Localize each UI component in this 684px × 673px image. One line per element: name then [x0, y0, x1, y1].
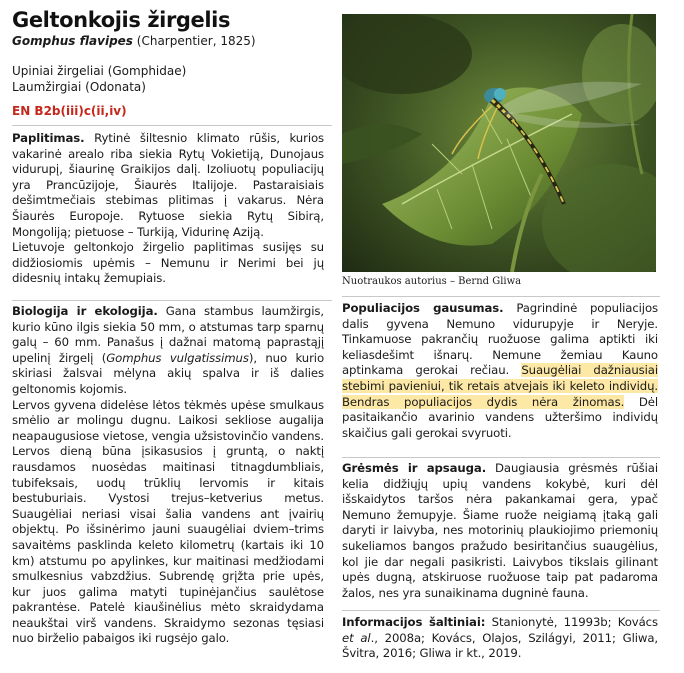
distribution-text-lithuania: Lietuvoje geltonkojo žirgelio paplitimas susijęs su didžiosiomis upėmis – Nemunu ir Nerimi bei jų didesnių intakų žemupiais. — [12, 240, 324, 286]
divider — [342, 610, 660, 611]
population-highlight: Suaugėliai dažniausiai stebimi pavieniui, tik retais atvejais iki keleto individų. Bendras populiacijos dydis nėra žinomas. — [342, 363, 658, 409]
divider — [342, 296, 660, 297]
dragonfly-photo — [342, 14, 656, 272]
distribution-text: Rytinė šiltesnio klimato rūšis, kurios vakarinė arealo riba siekia Rytų Vokietiją, Dunojaus vidurupį, šiaurinę Graikijos dalį. Izoliuotų populiacijų yra Prancūzijoje, Šiaurės Italijoje. Pastaraisiais dešimtmečiais stebimas plitimas į vakarus. Nėra Šiaurės Europoje. Rytuose siekia Rytų Sibirą, Mongoliją; pietuose – Turkiją, Vidurinę Aziją. — [12, 131, 325, 239]
sources-text-b: ., 2008a; Kovács, Olajos, Szilágyi, 2011; Gliwa, Švitra, 2016; Gliwa ir kt., 2019. — [342, 630, 658, 661]
divider — [342, 457, 660, 458]
species-title: Geltonkojis žirgelis — [12, 8, 231, 32]
biology-species-name: Gomphus vulgatissimus — [106, 350, 249, 365]
population-text-a: Pagrindinė populiacijos dalis gyvena Nemuno vidurupyje ir Neryje. Tinkamuose pakrančių ruožuose galima aptikti iki keliasdešimt išnarų. Nemune žemiau Kauno aptinkama gerokai rečiau. — [342, 301, 658, 378]
population-label: Populiacijos gausumas. — [342, 301, 504, 315]
sources-section — [342, 615, 658, 662]
order-name: Laumžirgiai (Odonata) — [12, 80, 146, 94]
divider — [12, 300, 332, 301]
distribution-label: Paplitimas. — [12, 131, 85, 145]
threats-label: Grėsmės ir apsauga. — [342, 461, 487, 475]
biology-text-b: ), nuo kurio skiriasi žalsvai mėlyna akių spalva ir iš dalies geltonomis kojomis. — [12, 350, 324, 396]
threats-text: Daugiausia grėsmės rūšiai kelia didžiųjų upių vandens kokybė, kuri dėl išskaidytos taršos nėra pakankamai gera, ypač Nemuno žemupyje. Šiame ruože neigiamą įtaką gali daryti ir laivyba, nes motorinių plaukiojimo priemonių sukeliamos bangos pražudo besiritančius suaugėlius, kol jie dar negali pasikristi. Laivybos tikslais gilinant upės dugną, atskiruose ruožuose taip pat padaroma žalos, nes yra sunaikinama dugninė fauna. — [342, 461, 658, 600]
biology-section — [12, 304, 324, 647]
population-text-b: Dėl pasitaikančio avarinio vandens užteršimo individų skaičius gali gerokai svyruoti. — [342, 394, 658, 440]
biology-text-a: Gana stambus laumžirgis, kurio kūno ilgis siekia 50 mm, o atstumas tarp sparnų galų – 60 mm. Panašus į dažnai matomą paprastąjį upelinį žirgelį ( — [12, 304, 324, 365]
family-name: Upiniai žirgeliai (Gomphidae) — [12, 64, 187, 78]
dragonfly-photo-illustration — [342, 14, 656, 272]
sources-label: Informacijos šaltiniai: — [342, 615, 486, 629]
biology-label: Biologija ir ekologija. — [12, 304, 158, 318]
photo-caption: Nuotraukos autorius – Bernd Gliwa — [342, 276, 522, 287]
scientific-name: Gomphus flavipes — [12, 34, 133, 48]
biology-larvae-text: Lervos gyvena didelėse lėtos tėkmės upėse smulkaus smėlio ar molingu dugnu. Laikosi sekliose augalija neapaugusiose vietose, vengia užsistovinčio vandens. Lervos dieną būna įsikasusios į gruntą, o naktį rausdamos nuosėdas maitinasi titnagdumbliais, tubifeksais, uodų trūklių lervomis ir kitais bestuburiais. Vystosi trejus–ketverius metus. Suaugėliai neriasi visai šalia vandens ant įvairių objektų. Po išsinėrimo jauni suaugėliai dviem–trims savaitėms pasklinda keleto kilometrų (kartais iki 10 km) atstumu po apylinkes, kur maitinasi medžiodami smulkesnius vabzdžius. Subrendę grįžta prie upės, kur juos galima matyti tupinėjančius saulėtose pakrantėse. Patelė kiaušinėlius mėto skraidydama neaukštai virš vandens. Skraidymo sezonas tęsiasi nuo birželio pabaigos iki rugsėjo galo. — [12, 397, 324, 646]
sources-et-al: et al — [342, 630, 371, 645]
sources-text-a: Stanionytė, 11993b; Kovács — [491, 615, 658, 629]
population-section — [342, 301, 658, 441]
threats-section — [342, 461, 658, 601]
scientific-name-line — [12, 34, 256, 48]
scientific-author: (Charpentier, 1825) — [136, 34, 256, 48]
divider — [12, 125, 332, 126]
distribution-section — [12, 131, 324, 287]
conservation-status: EN B2b(iii)c(ii,iv) — [12, 104, 127, 118]
